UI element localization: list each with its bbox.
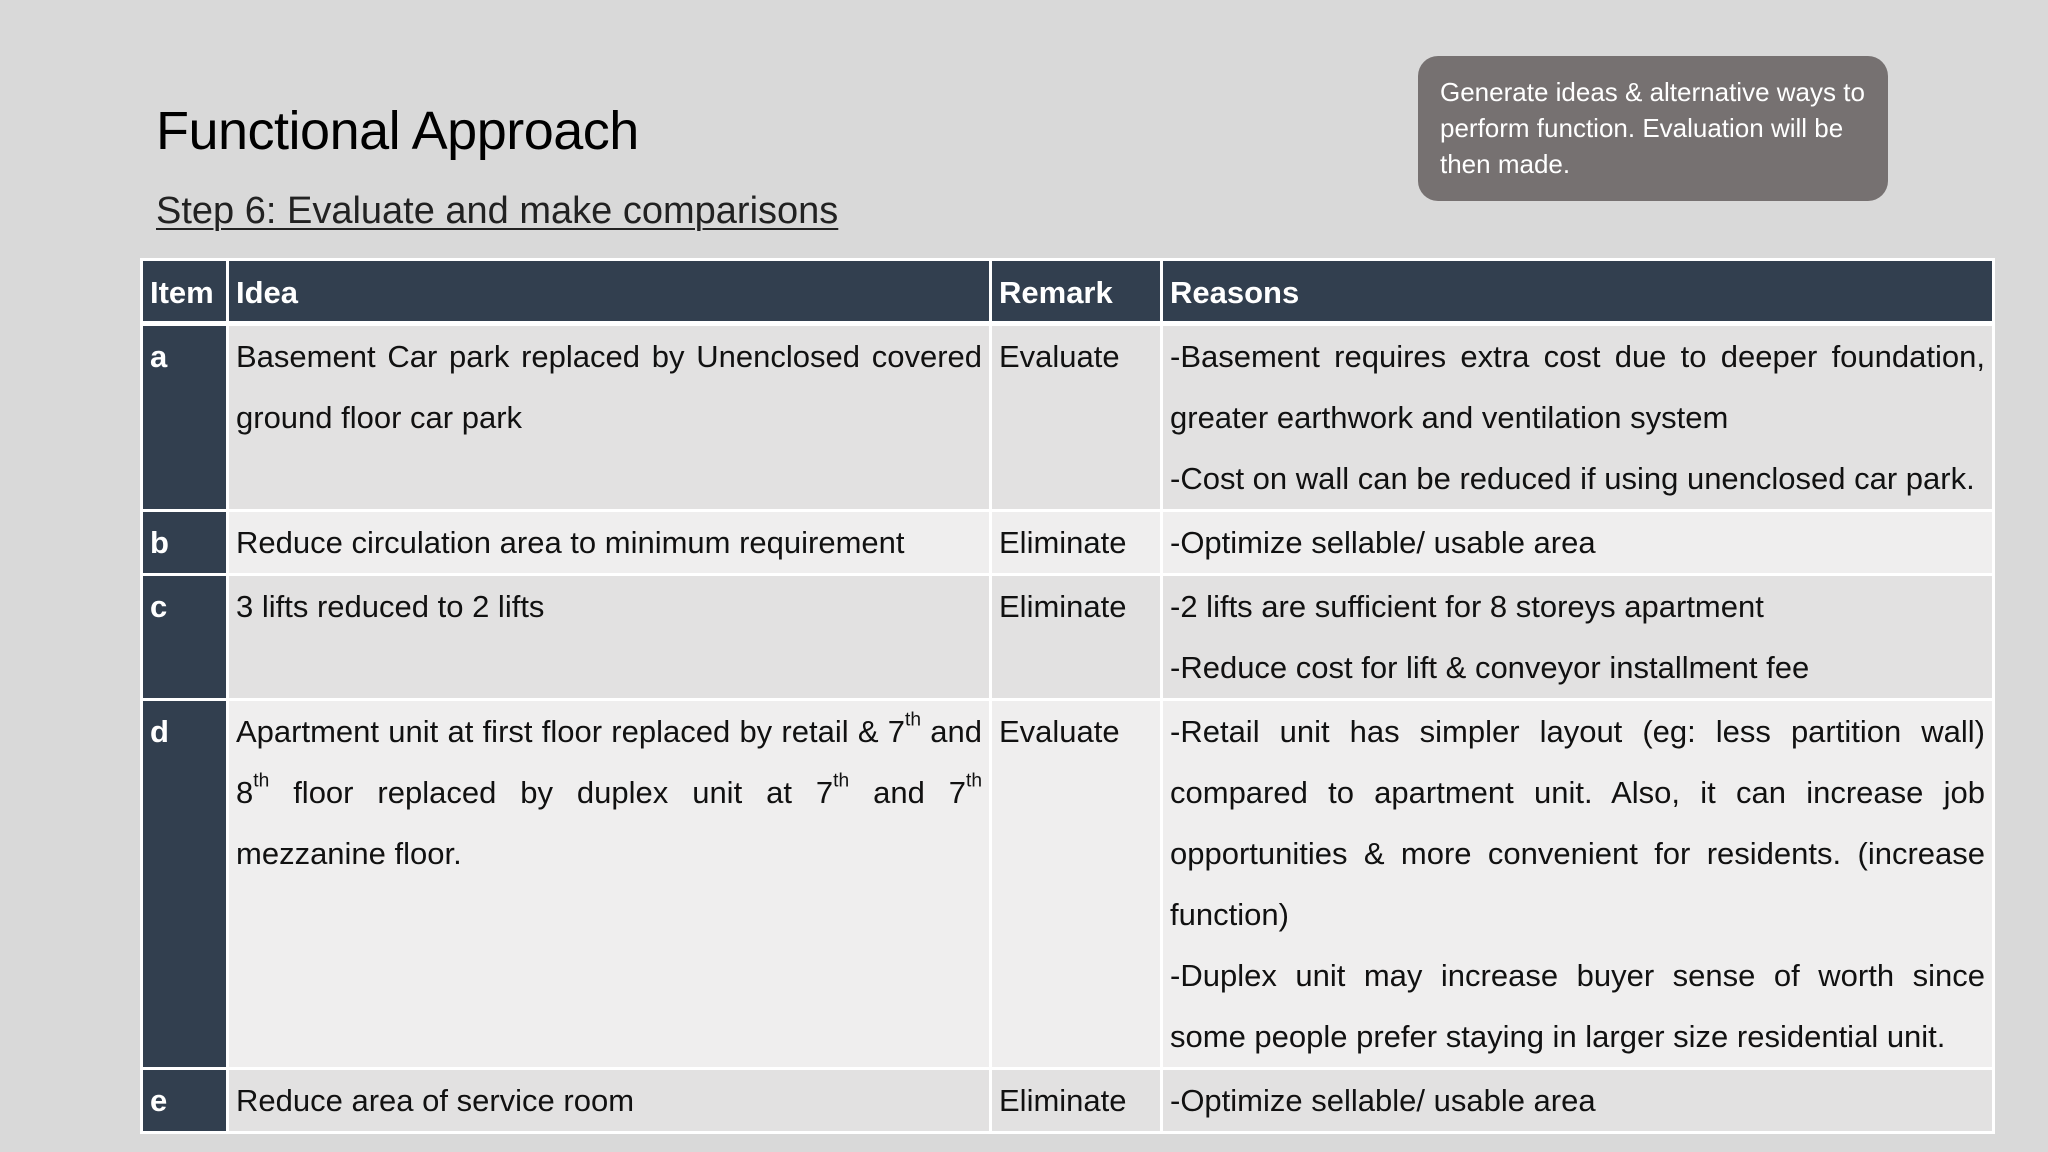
table-row <box>142 324 1994 511</box>
header-idea: Idea <box>228 260 991 324</box>
header-item: Item <box>142 260 228 324</box>
idea-text: floor replaced by duplex unit at 7 <box>269 775 834 810</box>
callout-box: Generate ideas & alternative ways to perform function. Evaluation will be then made. <box>1418 56 1888 201</box>
slide-subtitle: Step 6: Evaluate and make comparisons <box>156 190 839 232</box>
idea-text: and 8 <box>236 714 982 810</box>
row-item: b <box>142 511 228 575</box>
superscript: th <box>905 709 922 731</box>
row-reasons <box>1162 511 1994 575</box>
superscript: th <box>253 770 270 792</box>
row-item: d <box>142 700 228 1069</box>
reason-line: -Optimize sellable/ usable area <box>1170 525 1596 560</box>
table-row <box>142 700 1994 1069</box>
row-remark: Evaluate <box>991 324 1162 511</box>
row-reasons <box>1162 575 1994 700</box>
row-idea: Reduce area of service room <box>228 1069 991 1133</box>
reason-line: -Optimize sellable/ usable area <box>1170 1083 1596 1118</box>
table-header-row <box>142 260 1994 324</box>
reason-line: -Cost on wall can be reduced if using unenclosed car park. <box>1170 461 1975 496</box>
row-idea: 3 lifts reduced to 2 lifts <box>228 575 991 700</box>
row-idea: Basement Car park replaced by Unenclosed covered ground floor car park <box>228 324 991 511</box>
idea-text: mezzanine floor. <box>236 836 462 871</box>
reason-line: -Reduce cost for lift & conveyor installment fee <box>1170 650 1810 685</box>
superscript: th <box>833 770 850 792</box>
idea-text: Apartment unit at first floor replaced by retail & 7 <box>236 714 906 749</box>
comparison-table <box>140 258 1995 1134</box>
row-item: c <box>142 575 228 700</box>
reason-line: -2 lifts are sufficient for 8 storeys apartment <box>1170 589 1764 624</box>
row-reasons <box>1162 1069 1994 1133</box>
reason-line: -Basement requires extra cost due to deeper foundation, greater earthwork and ventilation system <box>1170 339 1985 435</box>
row-remark: Eliminate <box>991 1069 1162 1133</box>
row-reasons <box>1162 324 1994 511</box>
row-remark: Eliminate <box>991 575 1162 700</box>
row-remark: Eliminate <box>991 511 1162 575</box>
idea-text: and 7 <box>849 775 966 810</box>
table-row <box>142 575 1994 700</box>
reason-line: -Retail unit has simpler layout (eg: less partition wall) compared to apartment unit. Also, it can increase job opportunities & more convenient for residents. (increase function) <box>1170 714 1985 932</box>
row-idea: Reduce circulation area to minimum requirement <box>228 511 991 575</box>
superscript: th <box>965 770 982 792</box>
row-item: e <box>142 1069 228 1133</box>
row-idea <box>228 700 991 1069</box>
header-remark: Remark <box>991 260 1162 324</box>
row-item: a <box>142 324 228 511</box>
row-reasons <box>1162 700 1994 1069</box>
table-row <box>142 1069 1994 1133</box>
row-remark: Evaluate <box>991 700 1162 1069</box>
header-reasons: Reasons <box>1162 260 1994 324</box>
table-row <box>142 511 1994 575</box>
slide-title: Functional Approach <box>156 101 639 161</box>
reason-line: -Duplex unit may increase buyer sense of worth since some people prefer staying in larger size residential unit. <box>1170 958 1985 1054</box>
